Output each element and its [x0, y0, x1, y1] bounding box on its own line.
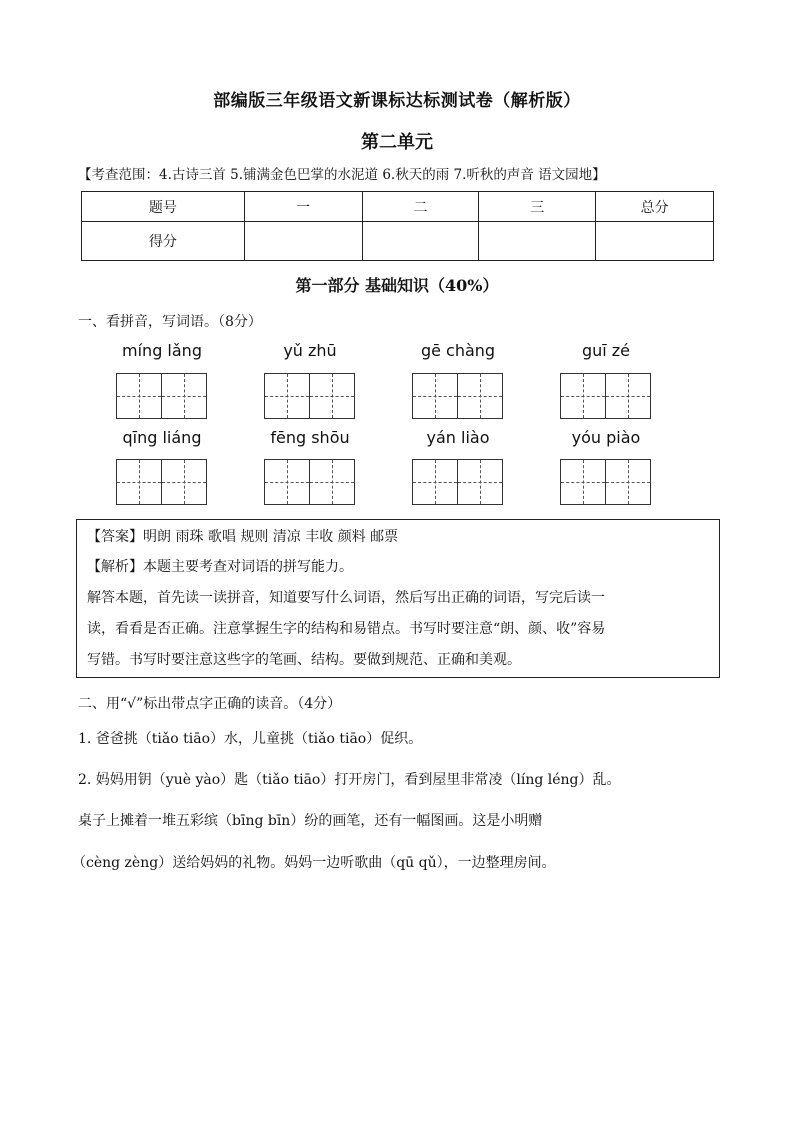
q1-title: 一、看拼音，写词语。（8分） — [78, 314, 262, 330]
score-header-cell: 三 — [479, 192, 596, 222]
writing-grid[interactable] — [560, 459, 651, 505]
writing-grid[interactable] — [412, 459, 503, 505]
pinyin-label: guī zé — [581, 341, 631, 360]
pinyin-label: yóu piào — [571, 428, 641, 447]
answer-box — [76, 519, 720, 678]
part1-title: 第一部分 基础知识（40%） — [295, 276, 499, 295]
writing-grid[interactable] — [264, 373, 355, 419]
score-row-label: 得分 — [82, 222, 245, 261]
analysis-line: 读，看看是否正确。注意掌握生字的结构和易错点。书写时要注意“朗、颜、收”容易 — [87, 621, 606, 637]
score-header-cell: 总分 — [596, 192, 714, 222]
score-header-cell: 题号 — [82, 192, 245, 222]
writing-grid[interactable] — [264, 459, 355, 505]
score-table — [81, 191, 714, 261]
q2-item-continued: （cèng zèng）送给妈妈的礼物。妈妈一边听歌曲（qū qǔ），一边整理房间。 — [72, 855, 556, 871]
writing-grid[interactable] — [116, 459, 207, 505]
pinyin-label: míng lǎng — [122, 341, 202, 360]
q2-item: 1. 爸爸挑（tiǎo tiāo）水，儿童挑（tiǎo tiāo）促织。 — [78, 731, 423, 747]
analysis-line: 写错。书写时要注意这些字的笔画、结构。要做到规范、正确和美观。 — [87, 652, 521, 668]
score-header-cell: 二 — [362, 192, 479, 222]
analysis-line: 解答本题，首先读一读拼音，知道要写什么词语，然后写出正确的词语，写完后读一 — [87, 590, 605, 606]
score-input-cell[interactable] — [479, 222, 596, 261]
analysis-line — [87, 556, 353, 576]
analysis-label: 【解析】 — [87, 559, 143, 575]
writing-grid[interactable] — [560, 373, 651, 419]
unit-title: 第二单元 — [361, 132, 433, 153]
writing-grid[interactable] — [412, 373, 503, 419]
score-table-header-row — [82, 192, 714, 222]
score-header-cell: 一 — [244, 192, 362, 222]
answer-line: 【答案】明朗 雨珠 歌唱 规则 清凉 丰收 颜料 邮票 — [87, 529, 399, 545]
pinyin-label: yán liào — [426, 428, 490, 447]
analysis-text: 本题主要考查对词语的拼写能力。 — [143, 559, 353, 575]
page-title: 部编版三年级语文新课标达标测试卷（解析版） — [213, 91, 581, 111]
score-input-cell[interactable] — [244, 222, 362, 261]
pinyin-label: qīng liáng — [122, 428, 202, 447]
exam-scope: 【考查范围：4.古诗三首 5.铺满金色巴掌的水泥道 6.秋天的雨 7.听秋的声音 语文园地】 — [78, 167, 606, 183]
q2-item-continued: 桌子上摊着一堆五彩缤（bīng bīn）纷的画笔，还有一幅图画。这是小明赠 — [78, 813, 543, 829]
score-input-cell[interactable] — [596, 222, 714, 261]
q2-item: 2. 妈妈用钥（yuè yào）匙（tiǎo tiāo）打开房门，看到屋里非常凌（líng léng）乱。 — [78, 772, 621, 788]
pinyin-label: fēng shōu — [270, 428, 350, 447]
q2-title: 二、用“√”标出带点字正确的读音。（4分） — [78, 696, 342, 712]
pinyin-label: yǔ zhū — [283, 341, 337, 360]
writing-grid[interactable] — [116, 373, 207, 419]
pinyin-label: gē chàng — [420, 341, 496, 360]
score-table-row — [82, 222, 714, 261]
score-input-cell[interactable] — [362, 222, 479, 261]
